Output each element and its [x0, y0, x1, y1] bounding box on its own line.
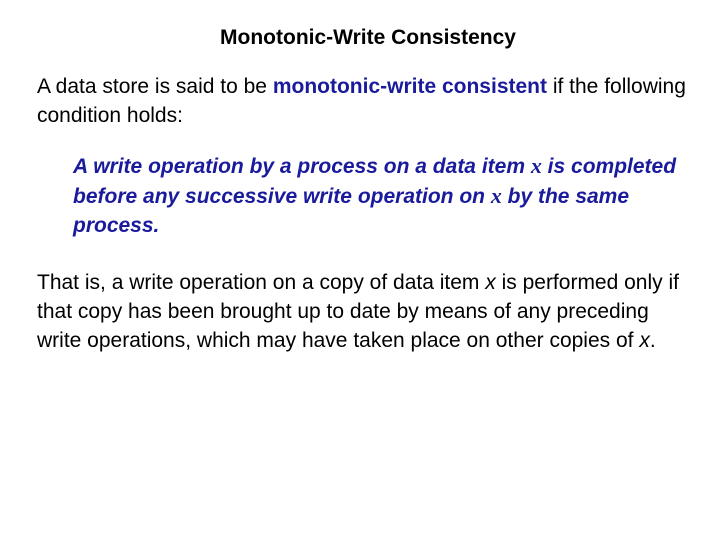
explanation-variable-x-2: x	[639, 329, 650, 352]
intro-term-highlight: monotonic-write consistent	[272, 75, 547, 98]
explanation-variable-x-1: x	[485, 271, 496, 294]
intro-text-after: if the following condition holds:	[37, 75, 686, 127]
explanation-text-2: is performed only if that copy has been brought up to date by means of any preceding write operations, which may have taken place on other copies of	[37, 271, 679, 352]
explanation-text-1: That is, a write operation on a copy of data item	[37, 271, 486, 294]
definition-text-2: is completed before any successive write operation on	[73, 155, 677, 208]
definition-variable-x-2: x	[490, 183, 502, 208]
definition-variable-x-1: x	[530, 153, 542, 178]
definition-text-1: A write operation by a process on a data item	[73, 155, 531, 178]
intro-text-before: A data store is said to be	[37, 75, 273, 98]
intro-paragraph	[37, 72, 687, 130]
explanation-text-3: .	[649, 329, 656, 352]
explanation-paragraph	[37, 268, 687, 355]
definition-text-3: by the same process.	[73, 185, 630, 237]
slide-title: Monotonic-Write Consistency	[220, 26, 516, 49]
definition-statement	[73, 151, 693, 240]
